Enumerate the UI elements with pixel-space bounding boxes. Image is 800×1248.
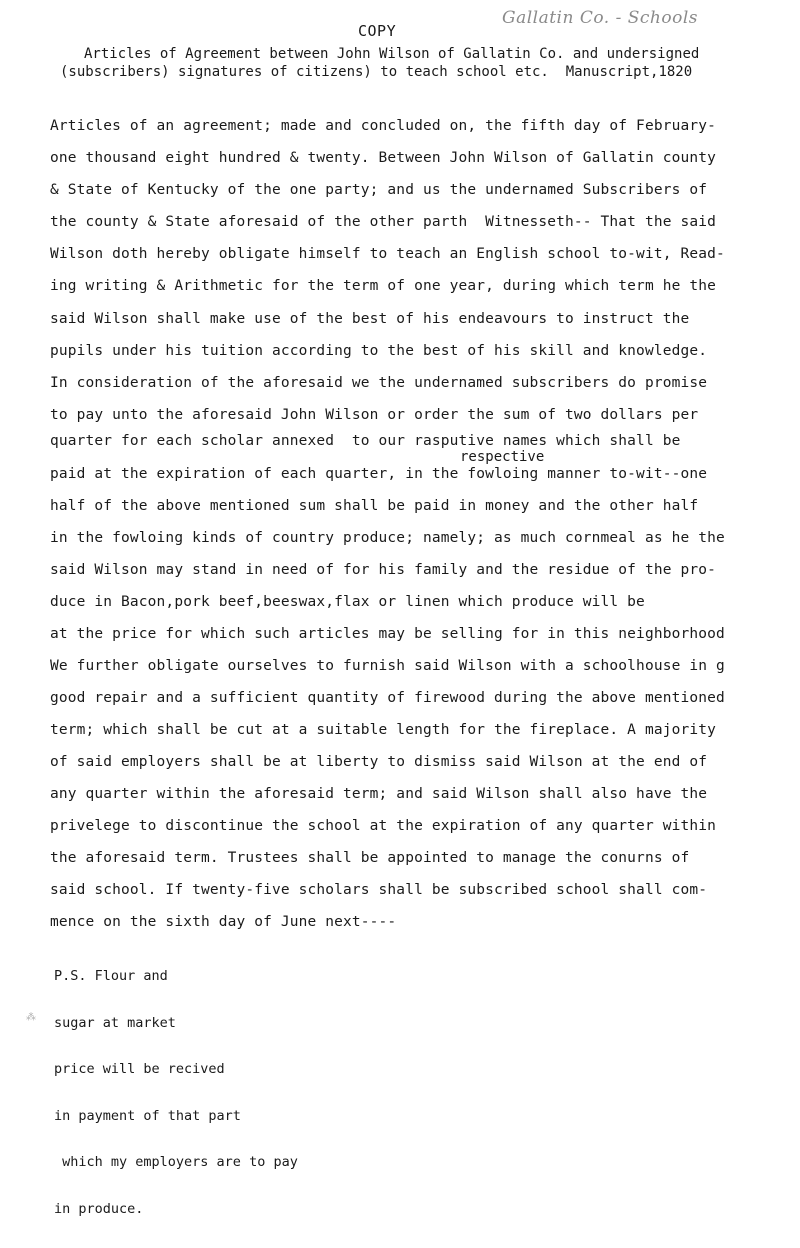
handwritten-catalog-note: Gallatin Co. - Schools [502, 8, 698, 28]
body-line: to pay unto the aforesaid John Wilson or order the sum of two dollars per [50, 407, 699, 423]
body-line: ing writing & Arithmetic for the term of one year, during which term he the [50, 278, 716, 294]
copy-label: COPY [358, 22, 397, 40]
body-line: term; which shall be cut at a suitable length for the fireplace. A majority [50, 722, 716, 738]
body-line: privelege to discontinue the school at the expiration of any quarter within [50, 818, 716, 834]
postscript-line: sugar at market [54, 1014, 176, 1031]
body-line: mence on the sixth day of June next---- [50, 914, 397, 930]
postscript-line: price will be recived [54, 1061, 225, 1077]
document-header [60, 45, 772, 117]
body-line: pupils under his tuition according to the best of his skill and knowledge. [50, 343, 708, 359]
body-line: We further obligate ourselves to furnish said Wilson with a schoolhouse in g [50, 658, 725, 674]
postscript-line: in produce. [54, 1200, 144, 1217]
body-line: Articles of an agreement; made and concluded on, the fifth day of February- [50, 118, 716, 134]
margin-mark: ⁂ [26, 1012, 36, 1023]
body-line: of said employers shall be at liberty to dismiss said Wilson at the end of [50, 754, 708, 770]
body-line: said Wilson shall make use of the best of his endeavours to instruct the [50, 311, 690, 327]
body-line: in the fowloing kinds of country produce; namely; as much cornmeal as he the [50, 530, 725, 546]
body-line: any quarter within the aforesaid term; and said Wilson shall also have the [50, 786, 708, 802]
postscript-line: in payment of that part [54, 1107, 241, 1124]
header-line: Articles of Agreement between John Wilson of Gallatin Co. and undersigned [84, 46, 700, 62]
body-line: half of the above mentioned sum shall be paid in money and the other half [50, 498, 699, 514]
body-line: said Wilson may stand in need of for his family and the residue of the pro- [50, 562, 716, 578]
interlinear-correction: respective [460, 449, 545, 465]
body-line: at the price for which such articles may be selling for in this neighborhood [50, 626, 725, 642]
postscript [54, 938, 298, 1248]
body-line: the aforesaid term. Trustees shall be appointed to manage the conurns of [50, 850, 690, 866]
body-line: duce in Bacon,pork beef,beeswax,flax or linen which produce will be [50, 594, 645, 610]
body-line: In consideration of the aforesaid we the undernamed subscribers do promise [50, 375, 708, 391]
body-line: Wilson doth hereby obligate himself to teach an English school to-wit, Read- [50, 246, 725, 262]
header-line: (subscribers) signatures of citizens) to teach school etc. Manuscript,1820 [60, 64, 693, 80]
body-line: quarter for each scholar annexed to our rasputive names which shall be [50, 433, 681, 449]
body-line: paid at the expiration of each quarter, in the fowloing manner to-wit--one [50, 466, 708, 482]
body-line: good repair and a sufficient quantity of firewood during the above mentioned [50, 690, 725, 706]
body-line: said school. If twenty-five scholars shall be subscribed school shall com- [50, 882, 708, 898]
body-line: one thousand eight hundred & twenty. Between John Wilson of Gallatin county [50, 150, 716, 166]
postscript-line: which my employers are to pay [54, 1154, 298, 1170]
body-line: & State of Kentucky of the one party; and us the undernamed Subscribers of [50, 182, 708, 198]
body-line: the county & State aforesaid of the other parth Witnesseth-- That the said [50, 214, 716, 230]
postscript-line: P.S. Flour and [54, 968, 168, 984]
